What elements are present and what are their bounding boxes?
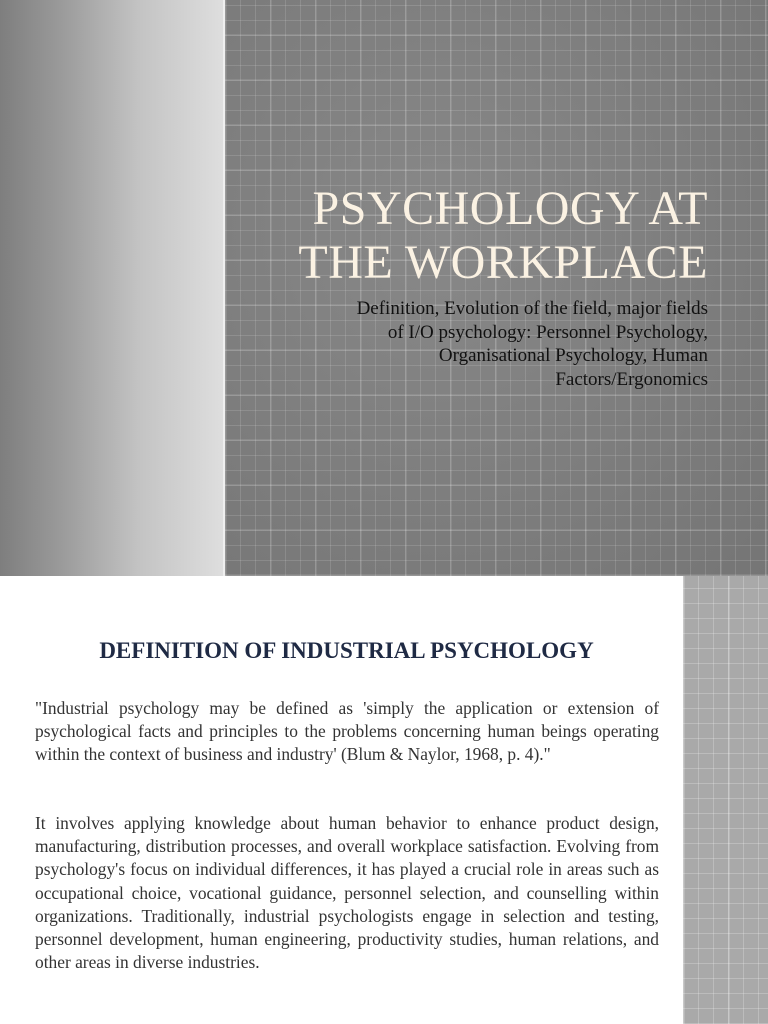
definition-heading: DEFINITION OF INDUSTRIAL PSYCHOLOGY	[99, 638, 594, 663]
slide-title-line: THE WORKPLACE	[298, 236, 708, 289]
slide-subtitle-line: of I/O psychology: Personnel Psychology,	[387, 321, 708, 343]
slide-title-line: PSYCHOLOGY AT	[312, 182, 708, 235]
slide-subtitle-line: Definition, Evolution of the field, major fields	[356, 298, 708, 319]
title-slide-gradient-panel	[0, 0, 223, 576]
definition-slide	[0, 576, 768, 1024]
definition-slide-pattern-strip	[683, 576, 768, 1024]
definition-body-paragraph: It involves applying knowledge about human behavior to enhance product design, manufacturing, distribution processes, and overall workplace satisfaction. Evolving from psychology's focus on individual differences, it has played a crucial role in areas such as occupational choice, vocational guidance, personnel selection, and counselling within organizations. Traditionally, industrial psychologists engage in selection and testing, personnel development, human engineering, productivity studies, human relations, and other areas in diverse industries.	[35, 813, 659, 973]
slide-subtitle-line: Factors/Ergonomics	[555, 368, 708, 390]
slide-title	[248, 182, 708, 290]
definition-slide-content	[0, 576, 683, 1024]
slide-subtitle	[238, 297, 708, 391]
slide-subtitle-line: Organisational Psychology, Human	[438, 345, 708, 366]
definition-quote-paragraph: "Industrial psychology may be defined as 'simply the application or extension of psychological facts and principles to the problems concerning human beings operating within the context of business and industry' (Blum & Naylor, 1968, p. 4)."	[35, 698, 659, 765]
